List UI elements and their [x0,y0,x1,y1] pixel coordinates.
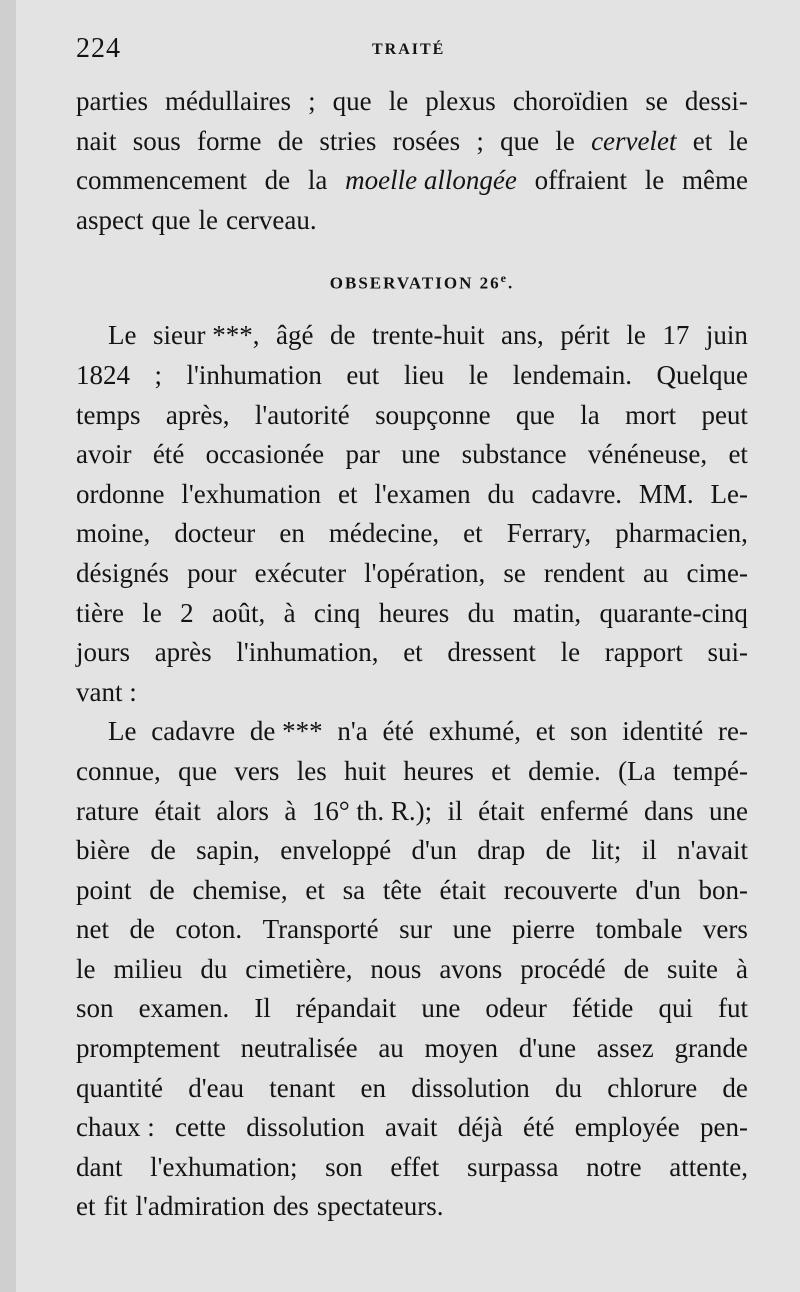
paragraph-report-intro [76,316,748,712]
text-line [76,831,748,871]
word: tenant [269,1072,336,1103]
word: déjà [457,1112,503,1143]
word: lieu [403,359,445,390]
word: milieu [113,953,183,984]
word: dant [76,1151,123,1182]
word: l'inhumation [186,359,322,390]
text-line [76,712,748,752]
word: 17 [662,320,690,351]
word: le [468,359,489,390]
word: périt [560,320,610,351]
text-line [76,1069,748,1109]
text-line [76,396,748,436]
word: ans, [501,320,544,351]
word: tête [382,874,422,905]
word: le [560,637,581,668]
word: que [332,86,372,116]
word: une [452,914,492,945]
word: Transporté [262,914,379,945]
word: la [580,399,600,430]
word: une [709,795,748,826]
word: mort [625,399,677,430]
word: que [151,204,191,235]
word: assez [596,1033,654,1064]
word: et [305,874,325,905]
word: une [401,439,441,470]
word: procédé [520,953,606,984]
word: moelle allongée [345,165,517,196]
word: avait [385,1112,438,1143]
word: et [535,716,556,747]
word: fétide [571,993,634,1024]
word: rapport [604,637,683,668]
text-line [76,82,748,122]
word: cervelet [591,125,677,156]
word: bière [76,835,130,866]
word: (La [618,755,656,786]
word: le [76,953,96,984]
word: ; [476,125,484,156]
word: connue, [76,755,161,786]
word: temps [76,399,141,430]
word: de [722,1072,748,1103]
word: forme [196,125,262,156]
word: effet [390,1151,440,1182]
word: le [626,320,646,351]
text-line [76,356,748,396]
word: heures [403,755,474,786]
word: dans [644,795,694,826]
word: spectateurs. [316,1191,444,1222]
word: désignés [76,557,169,588]
running-title: TRAITÉ [372,41,446,58]
word: au [378,1033,404,1064]
word: fut [718,993,748,1024]
page-header [76,33,748,69]
word: du [555,1072,582,1103]
word: sapin, [196,835,260,866]
spacer [76,298,748,316]
word: cimetière, [245,953,353,984]
word: commencement [76,165,247,196]
word: à [284,795,297,826]
word: médullaires [165,86,292,116]
word: trente-huit [372,320,485,351]
text-line [76,1029,748,1069]
word: matin, [512,597,582,628]
word: médecine, [328,518,440,549]
word: de [129,914,155,945]
word: fit [103,1191,128,1222]
word: l'autorité [254,399,350,430]
word: août, [212,597,266,628]
word: et [76,1191,96,1222]
word: moine, [76,518,151,549]
word: ; [308,86,316,116]
word: que [515,399,555,430]
word: rendent [543,557,625,588]
word: Le [108,716,137,747]
word: nous [370,953,422,984]
word: été [382,716,414,747]
body-text [76,82,748,1227]
word: d'un [635,874,681,905]
word: était [478,795,525,826]
observation-label: OBSERVATION 26 [329,274,501,294]
word: avoir [76,439,132,470]
word: de *** [249,716,323,747]
text-line [76,554,748,594]
word: quantité [76,1072,163,1103]
word: nait [76,125,117,156]
word: le [388,86,409,116]
word: du [467,597,495,628]
word: vénéneuse, [587,439,708,470]
word: identité [622,716,704,747]
word: l'exhumation; [150,1151,298,1182]
word: cinq [313,597,361,628]
word: sa [342,874,366,905]
word: son [76,993,114,1024]
word: sous [132,125,181,156]
word: l'admiration [135,1191,265,1222]
text-line [76,316,748,356]
word: aspect [76,204,144,235]
text-line [76,475,748,515]
word: exhumé, [428,716,521,747]
word: du [487,478,515,509]
word: une [421,993,461,1024]
word: suite [667,953,719,984]
word: grande [674,1033,748,1064]
paragraph-continuation [76,82,748,240]
word: de [623,953,650,984]
word: les [296,755,327,786]
word: cerveau. [225,204,317,235]
word: odeur [485,993,547,1024]
word: à [735,953,748,984]
word: notre [586,1151,642,1182]
word: cime- [686,557,748,588]
word: point [76,874,132,905]
word: promptement [76,1033,220,1064]
word: l'examen [374,478,471,509]
word: la [307,165,328,196]
word: moyen [424,1033,499,1064]
word: était [154,795,201,826]
word: vant : [76,676,137,707]
word: à [283,597,296,628]
word: pharmacien, [615,518,748,549]
word: Il [254,993,271,1024]
word: n'avait [677,835,748,866]
word: que [500,125,540,156]
word: sieur ***, [153,320,260,351]
word: cette [175,1112,226,1143]
word: juin [705,320,748,351]
word: le [644,165,665,196]
word: surpassa [466,1151,559,1182]
text-line [76,1108,748,1148]
word: et [491,755,511,786]
word: peut [701,399,748,430]
word: vers [702,914,748,945]
word: examen. [138,993,230,1024]
word: pour [187,557,237,588]
word: sur [399,914,433,945]
word: chaux : [76,1112,155,1143]
word: recouverte [503,874,618,905]
word: vers [234,755,280,786]
word: Le- [710,478,748,509]
word: le [728,125,748,156]
word: jours [76,637,130,668]
word: Ferrary, [506,518,592,549]
word: et [692,125,713,156]
word: plexus [425,86,496,116]
word: heures [378,597,450,628]
word: rature [76,795,139,826]
word: il [447,795,463,826]
word: de [330,320,356,351]
word: l'inhumation, [236,637,379,668]
word: offraient [534,165,628,196]
text-line [76,1187,748,1227]
word: dissolution [411,1072,530,1103]
word: pen- [700,1112,748,1143]
text-line [76,871,748,911]
text-line [76,122,748,162]
word: parties [76,86,148,116]
word: de [277,125,304,156]
word: et [403,637,423,668]
word: après [154,637,212,668]
word: au [642,557,669,588]
word: et [463,518,483,549]
word: substance [461,439,567,470]
word: enveloppé [280,835,392,866]
text-line [76,1148,748,1188]
word: d'eau [188,1072,245,1103]
text-line [76,594,748,634]
word: coton. [175,914,243,945]
word: été [523,1112,555,1143]
page-number: 224 [76,33,121,64]
word: dessi- [684,86,748,116]
word: ; [154,359,162,390]
word: docteur [174,518,256,549]
word: sui- [707,637,748,668]
word: tière [76,597,124,628]
observation-tail: . [507,274,515,294]
text-line [76,435,748,475]
word: choroïdien [512,86,629,116]
word: eut [346,359,380,390]
word: le [142,597,162,628]
word: employée [574,1112,680,1143]
word: avons [439,953,503,984]
word: huit [344,755,387,786]
word: enfermé [540,795,629,826]
word: par [345,439,380,470]
word: chemise, [192,874,288,905]
word: même [682,165,748,196]
word: son [325,1151,363,1182]
text-line [76,514,748,554]
word: 1824 [76,359,130,390]
word: cadavre. [531,478,623,509]
word: ordonne [76,478,165,509]
word: des [272,1191,309,1222]
text-line [76,752,748,792]
word: attente, [669,1151,748,1182]
word: de [150,835,176,866]
word: dissolution [246,1112,365,1143]
spacer [76,240,748,258]
word: le [555,125,575,156]
word: quarante-cinq [599,597,748,628]
word: après, [165,399,230,430]
text-line [76,161,748,201]
word: demie. [528,755,601,786]
word: 16° th. R.); [311,795,433,826]
text-line [76,201,748,241]
word: exécuter [254,557,347,588]
text-line [76,950,748,990]
word: Le [108,320,137,351]
word: dressent [447,637,536,668]
word: rosées [392,125,461,156]
word: stries [319,125,377,156]
word: re- [717,716,748,747]
word: était [439,874,486,905]
word: son [569,716,608,747]
word: d'une [518,1033,577,1064]
word: été [152,439,185,470]
text-line [76,910,748,950]
word: de [264,165,291,196]
word: alors [216,795,269,826]
word: pierre [512,914,575,945]
word: net [76,914,109,945]
word: d'un [411,835,457,866]
word: se [645,86,668,116]
paragraph-cadaver-description [76,712,748,1227]
word: 2 [180,597,194,628]
text-line [76,633,748,673]
word: et [338,478,358,509]
word: le [198,204,218,235]
word: en [279,518,305,549]
word: occasionée [205,439,325,470]
word: tombale [595,914,683,945]
text-line [76,792,748,832]
word: soupçonne [375,399,491,430]
word: bon- [698,874,748,905]
word: chlorure [607,1072,698,1103]
text-line [76,989,748,1029]
word: en [360,1072,386,1103]
word: que [178,755,218,786]
word: Quelque [656,359,748,390]
word: neutralisée [240,1033,358,1064]
word: l'opération, [364,557,486,588]
word: tempé- [672,755,748,786]
word: de [149,874,175,905]
word: MM. [638,478,694,509]
observation-heading [76,258,748,298]
word: drap [477,835,526,866]
text-line [76,673,748,713]
word: se [503,557,526,588]
word: répandait [295,993,397,1024]
word: de [545,835,572,866]
observation-suffix: e [500,271,508,286]
word: et [728,439,748,470]
word: qui [658,993,693,1024]
word: l'exhumation [181,478,322,509]
page-gutter [0,0,16,1292]
word: cadavre [151,716,236,747]
word: du [200,953,228,984]
word: il [641,835,657,866]
word: lit; [591,835,622,866]
word: n'a [337,716,368,747]
word: lendemain. [512,359,632,390]
word: âgé [276,320,314,351]
